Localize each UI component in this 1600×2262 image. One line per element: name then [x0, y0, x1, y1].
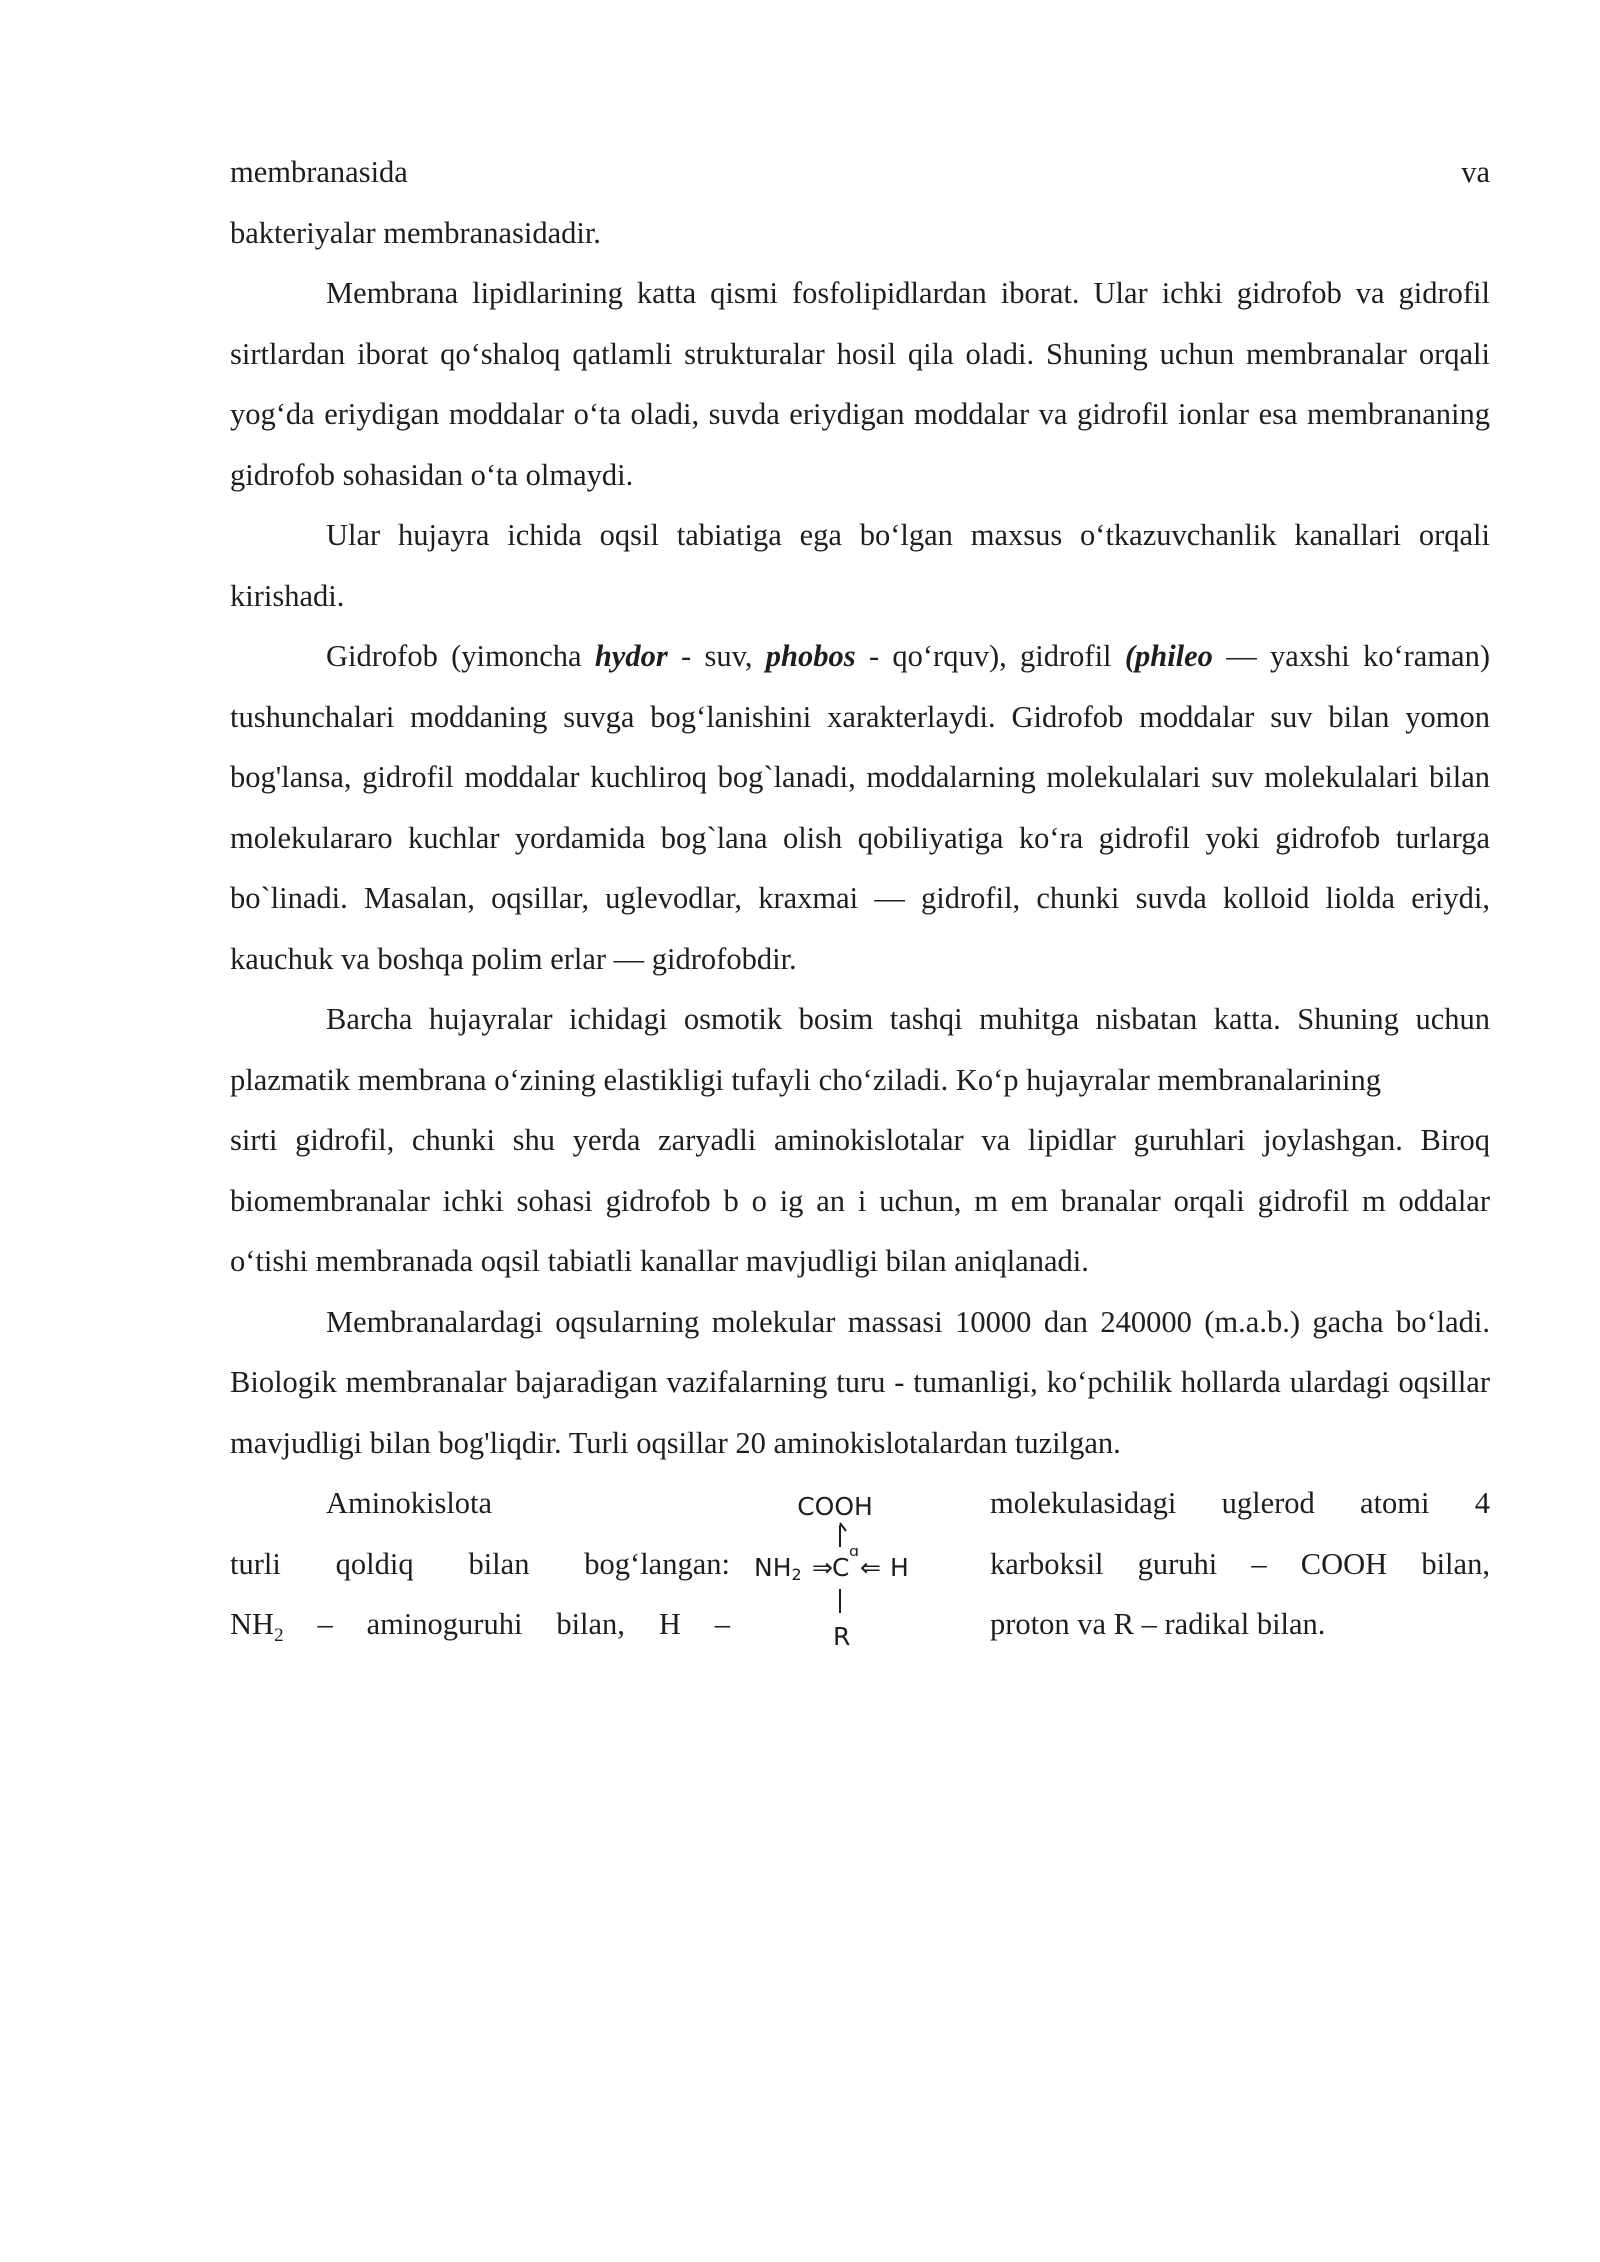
- text-fragment: turli: [230, 1546, 281, 1581]
- text-fragment: qoldiq: [335, 1546, 414, 1581]
- paragraph: [230, 626, 1490, 989]
- text-fragment: bog‘langan:: [584, 1546, 730, 1581]
- text-fragment: karboksil: [990, 1546, 1104, 1581]
- formula-arrow-left: ⇐: [860, 1553, 881, 1582]
- formula-h: H: [890, 1553, 909, 1582]
- text-fragment: bilan,: [556, 1607, 625, 1641]
- text-fragment: Gidrofob (yimoncha: [326, 639, 595, 673]
- text-line: [230, 142, 1490, 203]
- formula-carbon: C: [832, 1553, 850, 1582]
- paragraph: sirti gidrofil, chunki shu yerda zaryadli aminokislotalar va lipidlar guruhlari joylashgan. Biroq biomembranalar ichki sohasi gidrofob b o ig an i uchun, m em branalar orqali gidrofil m oddalar o‘tishi membranada oqsil tabiatli kanallar mavjudligi bilan aniqlanadi.: [230, 1123, 1490, 1278]
- term-hydor: hydor: [594, 639, 668, 673]
- text-line: proton va R – radikal bilan.: [990, 1607, 1326, 1641]
- text-line: [990, 1473, 1490, 1534]
- right-column: [990, 1473, 1490, 1655]
- text-fragment: atomi: [1360, 1486, 1430, 1520]
- text-line: [990, 1534, 1490, 1595]
- formula-arrow-right: ⇒: [812, 1553, 833, 1582]
- text-line: [230, 1594, 730, 1655]
- aminoacid-formula: [730, 1473, 990, 1655]
- formula-r: R: [833, 1622, 851, 1651]
- aminoacid-section: [230, 1473, 1490, 1655]
- text-fragment: bilan: [468, 1546, 530, 1581]
- text-fragment: - suv,: [667, 639, 766, 673]
- text-fragment: bilan,: [1421, 1546, 1490, 1581]
- text-fragment: uglerod: [1221, 1486, 1315, 1520]
- text-line: Aminokislota: [326, 1486, 493, 1520]
- paragraph: Membrana lipidlarining katta qismi fosfolipidlardan iborat. Ular ichki gidrofob va gidrofil sirtlardan iborat qo‘shaloq qatlamli strukturalar hosil qila oladi. Shuning uchun membranalar orqali yog‘da eriydigan moddalar o‘ta oladi, suvda eriydigan moddalar va gidrofil ionlar esa membrananing gidrofob sohasidan o‘ta olmaydi.: [230, 276, 1490, 492]
- text-line: bakteriyalar membranasidadir.: [230, 215, 601, 250]
- text-fragment: guruhi: [1137, 1546, 1218, 1581]
- text-fragment: COOH: [1300, 1546, 1388, 1581]
- text-fragment: H: [658, 1607, 681, 1641]
- text-fragment: aminoguruhi: [366, 1607, 523, 1641]
- text-fragment: molekulasidagi: [990, 1486, 1177, 1520]
- text-fragment: — yaxshi ko‘raman) tushunchalari moddaning suvga bog‘lanishini xarakterlaydi. Gidrofob moddalar suv bilan yomon bog'lansa, gidrofil moddalar kuchliroq bog`lanadi, moddalarning molekulalari suv molekulalari bilan molekulararo kuchlar yordamida bog`lana olish qobiliyatiga ko‘ra gidrofil yoki gidrofob turlarga bo`linadi. Masalan, oqsillar, uglevodlar, kraxmai — gidrofil, chunki suvda kolloid liolda eriydi, kauchuk va boshqa polim erlar — gidrofobdir.: [230, 639, 1490, 976]
- paragraph: Membranalardagi oqsularning molekular massasi 10000 dan 240000 (m.a.b.) gacha bo‘ladi. Biologik membranalar bajaradigan vazifalarning turu - tumanligi, ko‘pchilik hollarda ulardagi oqsillar mavjudligi bilan bog'liqdir. Turli oqsillar 20 aminokislotalardan tuzilgan.: [230, 1304, 1490, 1460]
- formula-cooh: COOH: [797, 1492, 873, 1521]
- text-line: [230, 1534, 730, 1595]
- text-fragment: –: [1251, 1546, 1267, 1581]
- paragraph: Barcha hujayralar ichidagi osmotik bosim tashqi muhitga nisbatan katta. Shuning uchun plazmatik membrana o‘zining elastikligi tufayli cho‘ziladi. Ko‘p hujayralar membranalarining: [230, 1002, 1490, 1097]
- term-phobos: phobos: [765, 639, 856, 673]
- formula-alpha-mark: ᵅ: [849, 1541, 860, 1570]
- text-fragment: 4: [1474, 1486, 1490, 1520]
- left-column: [230, 1473, 730, 1655]
- text-fragment: –: [714, 1607, 730, 1641]
- term-phileo: (phileo: [1124, 639, 1213, 673]
- text-fragment: - qo‘rquv), gidrofil: [855, 639, 1125, 673]
- text-fragment: membranasida: [230, 155, 408, 189]
- document-page: [230, 142, 1490, 1655]
- formula-nh2: NH2: [754, 1553, 802, 1584]
- text-fragment: va: [1461, 155, 1490, 189]
- formula-graphic: [730, 1473, 990, 1655]
- paragraph: Ular hujayra ichida oqsil tabiatiga ega bo‘lgan maxsus o‘tkazuvchanlik kanallari orqali kirishadi.: [230, 518, 1490, 613]
- text-fragment: $NH_2$: [230, 1607, 284, 1647]
- text-fragment: –: [317, 1607, 333, 1641]
